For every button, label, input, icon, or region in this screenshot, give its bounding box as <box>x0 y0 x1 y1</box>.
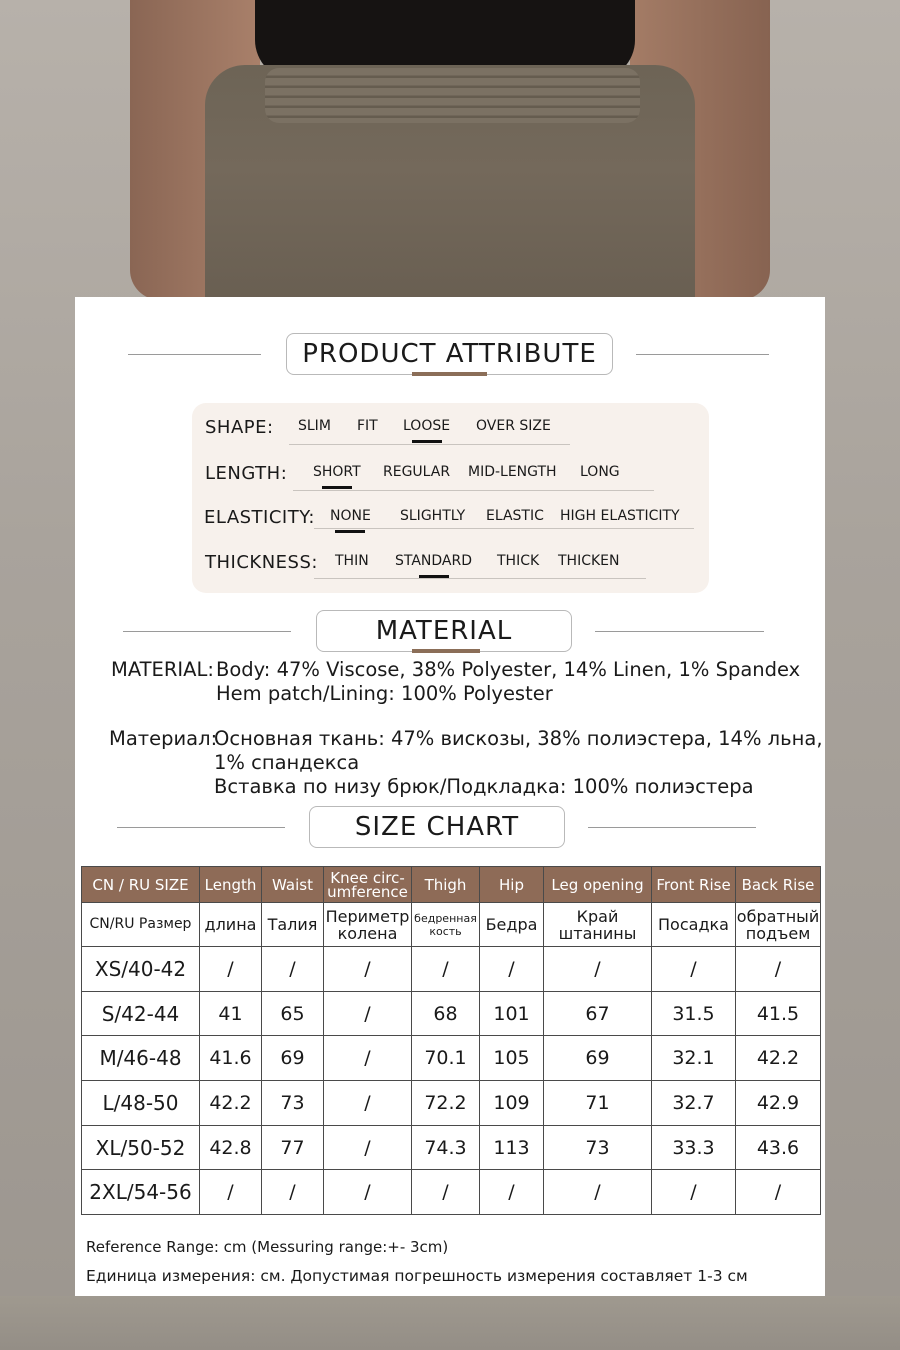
table-cell: / <box>652 1170 736 1215</box>
table-cell: 67 <box>544 991 652 1036</box>
attr-option-selected: SHORT <box>313 464 361 480</box>
attr-row-line <box>314 528 694 529</box>
attribute-title-underline <box>412 372 487 376</box>
attribute-title: PRODUCT ATTRIBUTE <box>286 333 613 375</box>
table-cell: / <box>324 1036 412 1081</box>
table-row <box>82 947 821 992</box>
table-cell: 41 <box>200 991 262 1036</box>
table-cell: / <box>480 1170 544 1215</box>
attr-label: SHAPE: <box>205 417 274 438</box>
attr-row-line <box>293 490 654 491</box>
size-label-cell: XS/40-42 <box>82 947 200 992</box>
table-cell: 42.8 <box>200 1125 262 1170</box>
attr-row-thickness <box>192 550 709 580</box>
material-en-line2: Hem patch/Lining: 100% Polyester <box>216 682 553 705</box>
table-cell: 43.6 <box>736 1125 821 1170</box>
material-title-underline <box>412 649 480 653</box>
col-header: Waist <box>262 867 324 903</box>
attr-option-selected: STANDARD <box>395 553 473 569</box>
header-rule-right <box>595 631 764 632</box>
table-cell: 72.2 <box>412 1081 480 1126</box>
attr-row-line <box>314 578 646 579</box>
col-header-ru: Периметр колена <box>324 903 412 947</box>
table-cell: / <box>324 1081 412 1126</box>
col-header: CN / RU SIZE <box>82 867 200 903</box>
table-cell: 31.5 <box>652 991 736 1036</box>
attr-row-line <box>289 444 570 445</box>
col-header: Back Rise <box>736 867 821 903</box>
header-rule-right <box>636 354 769 355</box>
attr-option: OVER SIZE <box>476 418 551 434</box>
attr-option: MID-LENGTH <box>468 464 557 480</box>
table-cell: 65 <box>262 991 324 1036</box>
table-cell: 77 <box>262 1125 324 1170</box>
col-header: Hip <box>480 867 544 903</box>
size-label-cell: XL/50-52 <box>82 1125 200 1170</box>
header-rule-left <box>117 827 285 828</box>
table-cell: / <box>324 947 412 992</box>
note-en: Reference Range: cm (Messuring range:+- 3cm) <box>86 1238 449 1256</box>
material-en-label: MATERIAL: <box>111 658 214 681</box>
header-rule-left <box>128 354 261 355</box>
material-ru-line2: 1% спандекса <box>214 751 360 774</box>
attr-option-selected: LOOSE <box>403 418 451 434</box>
table-cell: 69 <box>544 1036 652 1081</box>
table-cell: 74.3 <box>412 1125 480 1170</box>
size-chart-title: SIZE CHART <box>309 806 565 848</box>
table-cell: 69 <box>262 1036 324 1081</box>
table-cell: 105 <box>480 1036 544 1081</box>
table-cell: / <box>736 1170 821 1215</box>
table-row <box>82 1170 821 1215</box>
header-rule-left <box>123 631 291 632</box>
size-label-cell: 2XL/54-56 <box>82 1170 200 1215</box>
table-cell: / <box>652 947 736 992</box>
table-cell: 42.9 <box>736 1081 821 1126</box>
table-cell: 113 <box>480 1125 544 1170</box>
material-ru-line1: Основная ткань: 47% вискозы, 38% полиэстера, 14% льна, <box>214 727 823 750</box>
table-cell: 68 <box>412 991 480 1036</box>
attr-option: REGULAR <box>383 464 451 480</box>
table-cell: 73 <box>262 1081 324 1126</box>
material-section-header <box>75 607 825 655</box>
attribute-box <box>192 403 709 593</box>
attr-option: HIGH ELASTICITY <box>560 508 680 524</box>
table-header-row-ru <box>82 903 821 947</box>
col-header-ru: Талия <box>262 903 324 947</box>
table-cell: / <box>324 991 412 1036</box>
table-cell: / <box>412 947 480 992</box>
attr-option: THIN <box>335 553 369 569</box>
table-cell: 41.6 <box>200 1036 262 1081</box>
product-info-card <box>75 297 825 1296</box>
table-header-row-en <box>82 867 821 903</box>
attr-option: SLIM <box>298 418 331 434</box>
table-cell: / <box>736 947 821 992</box>
table-cell: 42.2 <box>200 1081 262 1126</box>
table-cell: 73 <box>544 1125 652 1170</box>
table-cell: 109 <box>480 1081 544 1126</box>
col-header: Leg opening <box>544 867 652 903</box>
table-cell: 42.2 <box>736 1036 821 1081</box>
col-header-ru: Бедра <box>480 903 544 947</box>
col-header-ru: длина <box>200 903 262 947</box>
table-cell: 41.5 <box>736 991 821 1036</box>
table-row <box>82 1036 821 1081</box>
attr-row-shape <box>192 415 709 445</box>
table-cell: / <box>412 1170 480 1215</box>
attr-label: LENGTH: <box>205 463 288 484</box>
table-cell: 33.3 <box>652 1125 736 1170</box>
material-en-line1: Body: 47% Viscose, 38% Polyester, 14% Linen, 1% Spandex <box>216 658 801 681</box>
table-cell: / <box>324 1125 412 1170</box>
col-header: Knee circ- umference <box>324 867 412 903</box>
col-header-ru: обратный подъем <box>736 903 821 947</box>
table-row <box>82 991 821 1036</box>
table-cell: / <box>200 1170 262 1215</box>
col-header: Length <box>200 867 262 903</box>
table-cell: 71 <box>544 1081 652 1126</box>
size-label-cell: M/46-48 <box>82 1036 200 1081</box>
material-title: MATERIAL <box>316 610 572 652</box>
attr-option: LONG <box>580 464 620 480</box>
col-header: Thigh <box>412 867 480 903</box>
col-header-ru: CN/RU Размер <box>82 903 200 947</box>
table-row <box>82 1081 821 1126</box>
table-cell: / <box>544 1170 652 1215</box>
table-cell: / <box>262 947 324 992</box>
table-cell: 32.1 <box>652 1036 736 1081</box>
table-cell: 32.7 <box>652 1081 736 1126</box>
note-ru: Единица измерения: см. Допустимая погрешность измерения составляет 1-3 см <box>86 1267 748 1285</box>
size-chart-section-header <box>75 803 825 851</box>
attr-option: SLIGHTLY <box>400 508 466 524</box>
attr-option: THICK <box>497 553 540 569</box>
attr-label: THICKNESS: <box>205 552 318 573</box>
attr-row-length <box>192 461 709 491</box>
attr-option: FIT <box>357 418 378 434</box>
table-cell: / <box>200 947 262 992</box>
table-cell: 101 <box>480 991 544 1036</box>
size-label-cell: S/42-44 <box>82 991 200 1036</box>
size-chart-table <box>81 866 821 1215</box>
header-rule-right <box>588 827 756 828</box>
table-cell: / <box>324 1170 412 1215</box>
attr-row-elasticity <box>192 505 709 535</box>
col-header: Front Rise <box>652 867 736 903</box>
table-cell: 70.1 <box>412 1036 480 1081</box>
material-ru-label: Материал: <box>109 727 218 750</box>
attr-option-selected: NONE <box>330 508 371 524</box>
photo-bottom-strip <box>0 1296 900 1350</box>
elastic-waistband <box>265 68 640 123</box>
table-cell: / <box>480 947 544 992</box>
attr-option: THICKEN <box>558 553 620 569</box>
table-row <box>82 1125 821 1170</box>
table-cell: / <box>262 1170 324 1215</box>
attribute-section-header <box>75 330 825 378</box>
attr-label: ELASTICITY: <box>204 507 315 528</box>
col-header-ru: Посадка <box>652 903 736 947</box>
table-cell: / <box>544 947 652 992</box>
size-label-cell: L/48-50 <box>82 1081 200 1126</box>
material-ru-line3: Вставка по низу брюк/Подкладка: 100% полиэстера <box>214 775 754 798</box>
col-header-ru: бедренная кость <box>412 903 480 947</box>
attr-option: ELASTIC <box>486 508 544 524</box>
col-header-ru: Край штанины <box>544 903 652 947</box>
